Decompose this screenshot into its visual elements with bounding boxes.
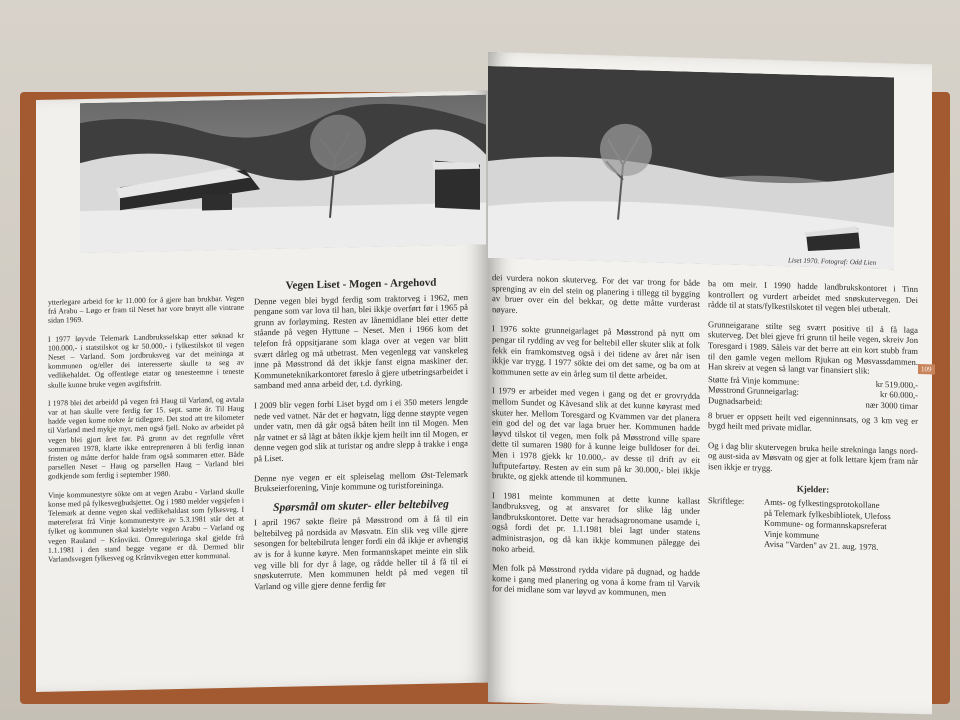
paragraph: Grunneigarane stilte seg svært positive til å få laga skuterveg. Det blei gjeve fri grunn til heile vegen, skreiv Jon Toresgard i 1989. Såleis var det berre att ein kort stubb fram til den gamle vegen mellom Rjukan og Møsvassdammen. Han skreiv at vegen så langt var finansiert slik: bbox=[708, 318, 918, 376]
paragraph: Denne nye vegen er eit spleiselag mellom Øst-Telemark Brukseierforening, Vinje kommune og turistforeininga. bbox=[254, 468, 468, 494]
winter-farm-image bbox=[80, 95, 486, 254]
source-item: Avisa "Varden" av 21. aug. 1978. bbox=[764, 539, 879, 553]
financing-value: kr 519.000,- bbox=[875, 378, 918, 390]
section-heading: Spørsmål om skuter- eller beltebilveg bbox=[273, 498, 449, 514]
sources-label: Skriftlege: bbox=[708, 495, 745, 507]
financing-label: Møsstrond Grunneigarlag: bbox=[708, 384, 799, 398]
paragraph: I 1978 blei det arbeidd på vegen frå Haug til Varland, og avtala var at han skulle vere ferdig før 15. sept. same år. Til Haug hadde vegen kome nokre år tidlegare. Det stod att tre kilometer til Varland med mykje myr, men også fjell. Noko av arbeidet på vegen blei gjort året før. På grunn av det regnfulle vêret sommaren 1978, klarte ikke entreprenøren å bli ferdig innan fristen og måtte derfor halde fram også sommaren etter. Både parsellen Neset – Haug og parsellen Haug – Varland blei godkjende som ferdig i september 1980. bbox=[48, 394, 244, 482]
left-column-1 bbox=[48, 294, 244, 573]
right-column-1 bbox=[492, 272, 700, 609]
paragraph: ytterlegare arbeid for kr 11.000 for å gjere han brukbar. Vegen frå Arabu – Løgo er fram til Neset har vore brøytt alle vintrane sidan 1969. bbox=[48, 293, 244, 326]
paragraph: ba om meir. I 1990 hadde landbrukskontoret i Tinn kontrollert og vurdert arbeidet med snøskutervegen. Dei rådde til at stats/fylkestilskotet til vegen blei utbetalt. bbox=[708, 278, 918, 315]
right-column-2 bbox=[708, 278, 918, 554]
financing-label: Dugnadsarbeid: bbox=[708, 395, 763, 407]
left-photo bbox=[80, 95, 486, 254]
paragraph: I 2009 blir vegen forbi Liset bygd om i ei 350 meters lengde nede ved vatnet. Når det er høgvatn, ligg denne støypte vegen under vatn, men då går også båten heilt inn til Mogen. Men når vatnet er så lågt at båten ikkje kjem heilt inn til Mogen, er denne vegen god slik at turistar og andre slepp å trakke i enga på Liset. bbox=[254, 395, 468, 464]
left-column-2 bbox=[254, 277, 468, 601]
financing-table bbox=[708, 374, 918, 412]
paragraph: 8 bruer er oppsett heilt ved eigenninnsats, og 3 km veg er bygd heilt med private midlar. bbox=[708, 409, 918, 434]
paragraph: I 1976 sokte grunneigarlaget på Møsstrond på nytt om pengar til rydding av veg for beltebil eller skuter slik at folk fekk ein framkomstveg også i dei tidene av året når isen ikkje var trygg. I 1977 sökte dei om det same, og ba om at kommunen sette av ein årleg sum til dette arbeidet. bbox=[492, 323, 700, 381]
photo-caption: Liset 1970. Fotograf: Odd Lien bbox=[788, 256, 877, 267]
paragraph: I 1981 meinte kommunen at dette kunne kallast landbruksveg, og at ansvaret for slike låg under landbrukskontoret. Dette var heradsagronomane usamde i, også fordi det pr. 1.1.1981 blei lagt under statens administrasjon, og då kan ikkje kommunen pålegge dei noko arbeid. bbox=[492, 489, 700, 554]
financing-value: nær 3000 timar bbox=[865, 399, 918, 411]
financing-value: kr 60.000,- bbox=[880, 389, 918, 401]
winter-forest-image bbox=[488, 66, 894, 269]
paragraph: Vinje kommunestyre sökte om at vegen Arabu - Varland skulle konse med på fylkesvegbudsjettet. Og i 1980 melder vegsjefen i Telemark at denne vegen skal vedlikehaldast som fylkesveg. I møtereferat frå Vinje kommunestyre av 5.3.1981 står det at fylket og kommunen skal kastelyte vegen Arabu – Varland og vegen Rauland – Krånvikti. Omreguleringa skal gjelde frå 1.1.1981 i den stand begge vegane er då. Dermed blir Varlandsvegen fylkesveg og Krånvikvegen etter kommunal. bbox=[48, 486, 244, 564]
right-page bbox=[488, 52, 932, 714]
paragraph: Denne vegen blei bygd ferdig som traktorveg i 1962, men pengane som var lova til han, blei ikkje overført før i 1965 på grunn av forløyming. Resten av lånemidlane blei etter dette ståande på vegen Hyttune – Neset. Men i 1966 kom det telefon frå oppsitjarane som klaga over at vegen var blitt svært dårleg og må utbetrast. Men vegenlegg var vanskeleg inne på Møsstrond då det ikkje fanst eigna maskiner der. Kommuneteknikarkontoret føreslo å gjere utbetringsarbeidet i samband med anna arbeid der, t.d. dyrking. bbox=[254, 291, 468, 391]
source-item: Amts- og fylkestingsprotokollane bbox=[764, 496, 880, 511]
paragraph: I 1977 løyvde Telemark Landbruksselskap etter søknad kr 100.000,- i statstilskot og kr 50.000,- i fylkestilskot til vegen Neset – Varland. Som jordbruksveg var det meininga at kommunen og/eller dei interesserte skulle ta seg av vedlikehaldet. Og offentlege etatar og tenesteemne i teneste skulle kunne bruke vegen avgiftsfritt. bbox=[48, 330, 244, 390]
sources-heading: Kjelder: bbox=[796, 483, 830, 495]
source-item: Kommune- og formannskapsreferat bbox=[764, 517, 887, 532]
source-item: Vinje kommune bbox=[764, 528, 820, 541]
paragraph: Og i dag blir skutervegen bruka heile strekninga langs nord- og aust-sida av Møsvatn og gjer at folk lettare kjem fram når isen ikkje er trygg. bbox=[708, 439, 918, 473]
sources-block bbox=[708, 495, 918, 554]
paragraph: I april 1967 søkte fleire på Møsstrond om å få til ein beltebilveg på nordsida av Møsvatn. Ein slik veg ville gjere sesongen for beltebilruta lenger fordi ein då ikkje er avhengig av is for å kunne køyre. Men formannskapet meinte ein slik veg ville bli for dyr å lage, og rådde heller til å få til ei snøskuterrute. Men kommunen heldt på med vegen til Varland og ville gjere denne ferdig før bbox=[254, 513, 468, 592]
right-photo bbox=[488, 66, 894, 269]
section-heading: Vegen Liset - Mogen - Argehovd bbox=[285, 276, 437, 292]
paragraph: Men folk på Møsstrond rydda vidare på dugnad, og hadde kome i gang med planering og vona å kome fram til Varvik for dei midlane som var løyvd av kommunen, men bbox=[492, 562, 700, 599]
sources-list bbox=[764, 497, 891, 554]
source-item: på Telemark fylkesbibliotek, Ulefoss bbox=[764, 507, 891, 521]
left-page bbox=[36, 90, 490, 692]
paragraph: dei vurdera nokon skuterveg. For det var trong for både sprenging av ein del stein og planering i tillegg til bygging av bruer over ein del bekkar, og dette måtte vurderast nøyare. bbox=[492, 272, 700, 315]
financing-label: Støtte frå Vinje kommune: bbox=[708, 373, 800, 387]
page-number: 109 bbox=[918, 364, 935, 374]
paragraph: I 1979 er arbeidet med vegen i gang og det er grovrydda mellom Sundet og Kåvesand slik at det kunne køyrast med skuter her. Mellom Toresgard og Kvammen var det planera ein god del og det var laga bruer her. Kommunen hadde løyvd tilskot til vegen, men folk på Møsstrond ville spare dette til sumaren 1980 for å kunne leige bulldoser for dei. Men i 1978 gjekk kr 10.000,- av desse til drift av eit luftputefartøy. Resten av ein sum på kr 30.000,- blei ikkje brukte, og gjekk attende til kommunen. bbox=[492, 385, 700, 484]
